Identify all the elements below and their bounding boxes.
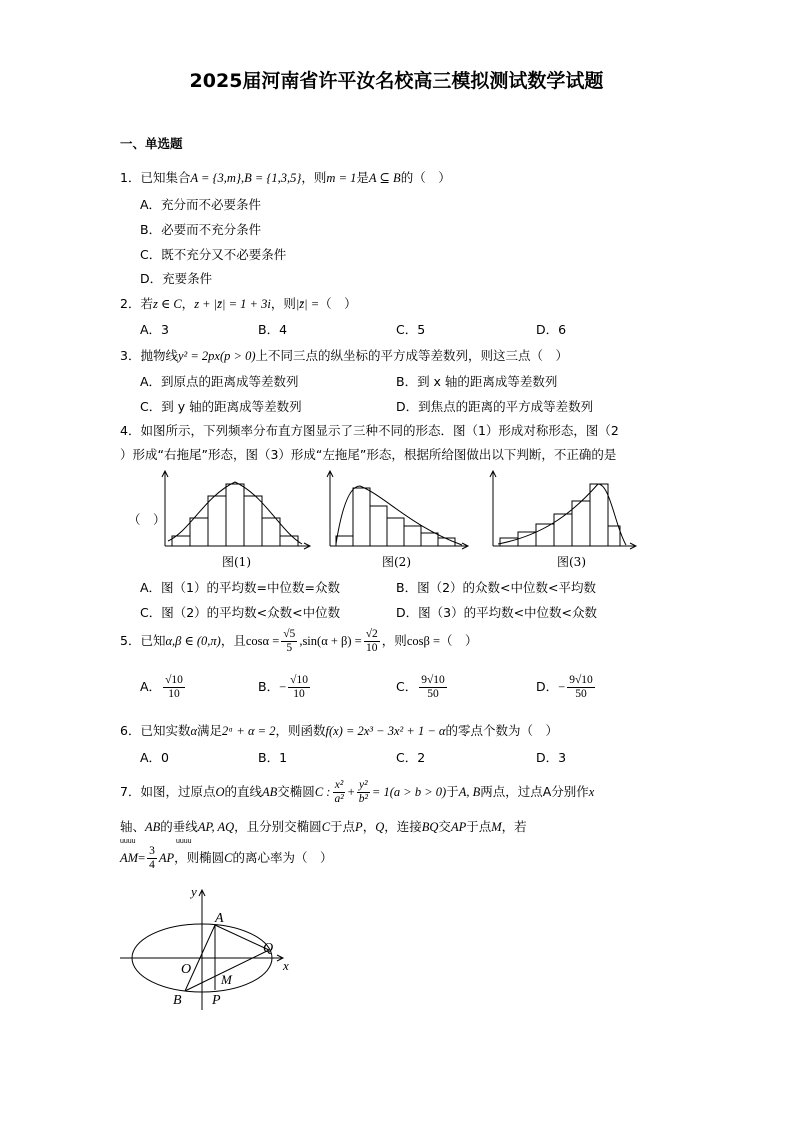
q2-option-a: A．3 bbox=[140, 322, 170, 337]
q5-pre: 5．已知 bbox=[120, 633, 166, 648]
q7-plus: + bbox=[347, 785, 355, 799]
q3-pre: 3．抛物线 bbox=[120, 348, 178, 363]
q7-a2: a² bbox=[334, 793, 344, 805]
q5-option-c-num: 9√10 bbox=[421, 674, 445, 686]
q1-cond: m = 1 bbox=[326, 171, 357, 185]
q5-frac-1-den: 5 bbox=[286, 642, 293, 654]
q6-mid: 满足 bbox=[197, 723, 223, 738]
q3-post: 上不同三点的纵坐标的平方成等差数列，则这三点（ ） bbox=[255, 348, 569, 363]
q2-mid: ，则 bbox=[270, 296, 296, 311]
q7-line2a: 轴、 bbox=[120, 819, 146, 834]
q2-ask: |z̄| = bbox=[295, 297, 320, 311]
q5-option-d bbox=[536, 674, 597, 701]
q7-ap2: AP bbox=[158, 851, 175, 865]
q1-option-d: D．充要条件 bbox=[140, 271, 213, 286]
q2-zc: z ∈ C bbox=[152, 297, 182, 311]
q7-b2: b² bbox=[358, 793, 368, 805]
q7-pre: 7．如图，过原点 bbox=[120, 784, 216, 799]
q7-mid: 的直线 bbox=[224, 784, 263, 799]
figure-2-caption: 图(2) bbox=[382, 555, 411, 569]
q5-post: （ ） bbox=[440, 633, 478, 648]
q7-p: P bbox=[355, 820, 363, 834]
ellipse-figure bbox=[115, 880, 305, 1015]
page-title: 2025届河南省许平汝名校高三模拟测试数学试题 bbox=[189, 70, 604, 92]
q6-mid2: ，则函数 bbox=[275, 723, 326, 738]
q7-frac-y bbox=[357, 779, 370, 806]
q7-f-den: 4 bbox=[149, 859, 155, 871]
q4-paren: （ ） bbox=[128, 512, 166, 527]
q4-line2: ）形成“右拖尾”形态，图（3）形成“左拖尾”形态，根据所给图做出以下判断，不正确的是 bbox=[120, 447, 617, 462]
histogram-3 bbox=[490, 471, 636, 549]
q2-option-b: B．4 bbox=[258, 322, 288, 337]
label-o: O bbox=[181, 962, 192, 977]
q1-setB: B = {1,3,5} bbox=[244, 171, 302, 185]
q5-mid2: ，则 bbox=[381, 633, 407, 648]
q1-mid: ，则 bbox=[301, 170, 327, 185]
label-p: P bbox=[212, 993, 221, 1008]
label-q: Q bbox=[263, 941, 274, 956]
q3-option-d: D．到焦点的距离的平方成等差数列 bbox=[396, 399, 594, 414]
q7-f-num: 3 bbox=[149, 845, 155, 857]
q2-comma: ， bbox=[181, 296, 195, 311]
q7-c3: C bbox=[224, 851, 233, 865]
q5-option-d-frac bbox=[567, 674, 595, 701]
label-x: x bbox=[283, 958, 289, 973]
q7-c: C : bbox=[314, 785, 331, 799]
q5-sin-ab: ,sin(α + β) = bbox=[299, 634, 362, 648]
section-heading: 一、单选题 bbox=[120, 136, 183, 151]
q5-option-a-frac bbox=[163, 674, 185, 701]
line-aq bbox=[215, 925, 269, 950]
q7-ap: AP bbox=[450, 820, 467, 834]
q7-x2: x² bbox=[334, 779, 344, 791]
q3-option-c: C．到 y 轴的距离成等差数列 bbox=[140, 399, 302, 414]
q5-option-b-num: √10 bbox=[290, 674, 308, 686]
q7-line3: ，则椭圆 bbox=[174, 850, 225, 865]
q5-frac-2-num: √2 bbox=[365, 628, 378, 640]
q7-line2g: 交 bbox=[438, 819, 451, 834]
label-y: y bbox=[191, 884, 197, 899]
q7-vec-mark-2: uuuu bbox=[176, 838, 192, 845]
q2-post: （ ） bbox=[319, 296, 357, 311]
q5-option-b-sign: − bbox=[279, 680, 287, 694]
figure-1-caption: 图(1) bbox=[222, 555, 251, 569]
q3-option-b: B．到 x 轴的距离成等差数列 bbox=[396, 374, 558, 389]
question-1 bbox=[120, 168, 451, 186]
q4-option-d: D．图（3）的平均数<中位数<众数 bbox=[396, 605, 598, 620]
q7-bq: BQ bbox=[421, 820, 439, 834]
question-7-line-3 bbox=[120, 845, 333, 872]
label-b: B bbox=[173, 993, 182, 1008]
q5-range: α,β ∈ (0,π) bbox=[165, 634, 221, 648]
q5-option-b-label: B． bbox=[258, 679, 280, 694]
q6-option-b: B．1 bbox=[258, 750, 288, 765]
q5-mid: ，且 bbox=[220, 633, 246, 648]
q5-frac-2-den: 10 bbox=[366, 642, 378, 654]
q5-option-d-num: 9√10 bbox=[569, 674, 593, 686]
q7-line2e: ， bbox=[362, 819, 376, 834]
q7-line2b: 的垂线 bbox=[160, 819, 198, 834]
q5-option-a-label: A． bbox=[140, 679, 162, 694]
q7-am: AM bbox=[120, 851, 139, 865]
q5-option-d-den: 50 bbox=[575, 688, 587, 700]
label-a: A bbox=[215, 911, 224, 926]
q4-option-c: C．图（2）的平均数<众数<中位数 bbox=[140, 605, 341, 620]
q7-q: Q bbox=[375, 820, 385, 834]
figure-3-caption: 图(3) bbox=[557, 555, 586, 569]
q1-option-c: C．既不充分又不必要条件 bbox=[140, 247, 287, 262]
q5-option-b-frac bbox=[288, 674, 310, 701]
histogram-1 bbox=[162, 471, 310, 549]
q5-cos-a: cosα = bbox=[245, 634, 280, 648]
q7-line2i: ，若 bbox=[501, 819, 527, 834]
q4-option-a: A．图（1）的平均数=中位数=众数 bbox=[140, 580, 340, 595]
q3-option-a: A．到原点的距离成等差数列 bbox=[140, 374, 299, 389]
q7-vec-mark-1: uuuu bbox=[120, 838, 136, 845]
q7-mid4: 两点，过点A分别作 bbox=[480, 784, 589, 799]
q2-option-d: D．6 bbox=[536, 322, 567, 337]
q7-mid2: 交椭圆 bbox=[277, 784, 315, 799]
q5-option-d-sign: − bbox=[558, 680, 566, 694]
q6-alpha: α bbox=[190, 724, 198, 738]
q7-apaq: AP, AQ bbox=[197, 820, 235, 834]
q7-x: x bbox=[588, 785, 595, 799]
q1-pre: 1．已知集合 bbox=[120, 170, 191, 185]
histogram-2 bbox=[327, 471, 468, 549]
q6-option-d: D．3 bbox=[536, 750, 567, 765]
q5-option-c bbox=[396, 674, 449, 701]
q2-eq: z + |z̄| = 1 + 3i bbox=[194, 297, 271, 311]
question-3 bbox=[120, 346, 568, 364]
q2-option-c: C．5 bbox=[396, 322, 426, 337]
q2-pre: 2．若 bbox=[120, 296, 153, 311]
q7-ab2: A, B bbox=[458, 785, 481, 799]
q5-option-c-den: 50 bbox=[427, 688, 439, 700]
q1-option-a: A．充分而不必要条件 bbox=[140, 197, 262, 212]
q7-line2c: ，且分别交椭圆 bbox=[234, 819, 322, 834]
q5-option-a-num: √10 bbox=[165, 674, 183, 686]
q5-option-a-den: 10 bbox=[168, 688, 180, 700]
question-6 bbox=[120, 721, 558, 739]
question-2 bbox=[120, 294, 357, 312]
q7-o: O bbox=[215, 785, 225, 799]
q7-y2: y² bbox=[359, 779, 368, 791]
q7-m: M bbox=[491, 820, 502, 834]
q7-line2d: 于点 bbox=[330, 819, 356, 834]
q1-sep: , bbox=[240, 171, 245, 185]
question-7-line-1 bbox=[120, 779, 594, 806]
q6-cond: 2ᵅ + α = 2 bbox=[222, 724, 276, 738]
q7-line3b: 的离心率为（ ） bbox=[232, 850, 333, 865]
question-7-line-2 bbox=[120, 817, 527, 835]
question-5 bbox=[120, 628, 478, 655]
q6-func: f(x) = 2x³ − 3x² + 1 − α bbox=[325, 724, 446, 738]
q5-frac-1 bbox=[281, 628, 297, 655]
q7-frac-34 bbox=[147, 845, 157, 872]
q1-post: 的（ ） bbox=[400, 170, 451, 185]
q5-option-d-label: D． bbox=[536, 679, 559, 694]
q1-option-b: B．必要而不充分条件 bbox=[140, 222, 262, 237]
q6-option-a: A．0 bbox=[140, 750, 170, 765]
q7-c2: C bbox=[321, 820, 331, 834]
q7-eq: = bbox=[138, 851, 146, 865]
q1-setA: A = {3,m} bbox=[190, 171, 241, 185]
q7-mid3: 于 bbox=[446, 784, 459, 799]
q1-mid2: 是 bbox=[356, 170, 369, 185]
q4-line1: 4．如图所示，下列频率分布直方图显示了三种不同的形态．图（1）形成对称形态，图（2 bbox=[120, 423, 619, 438]
q5-frac-1-num: √5 bbox=[283, 628, 296, 640]
q5-option-c-label: C． bbox=[396, 679, 418, 694]
q5-option-b-den: 10 bbox=[293, 688, 305, 700]
q5-frac-2 bbox=[364, 628, 380, 655]
q7-line2h: 于点 bbox=[466, 819, 492, 834]
q3-eq: y² = 2px(p > 0) bbox=[177, 349, 256, 363]
q5-option-a bbox=[140, 674, 187, 701]
q6-pre: 6．已知实数 bbox=[120, 723, 191, 738]
q5-cos-b: cosβ = bbox=[406, 634, 441, 648]
q1-subset: A ⊆ B bbox=[368, 171, 401, 185]
q7-ab3: AB bbox=[145, 820, 161, 834]
q7-frac-x bbox=[332, 779, 345, 806]
q4-option-b: B．图（2）的众数<中位数<平均数 bbox=[396, 580, 596, 595]
q7-line2f: ，连接 bbox=[384, 819, 422, 834]
q6-post: 的零点个数为（ ） bbox=[445, 723, 558, 738]
q5-option-c-frac bbox=[419, 674, 447, 701]
q5-option-b bbox=[258, 674, 312, 701]
label-m: M bbox=[221, 972, 232, 987]
q7-rest: = 1(a > b > 0) bbox=[371, 785, 447, 799]
q6-option-c: C．2 bbox=[396, 750, 426, 765]
q7-ab: AB bbox=[262, 785, 278, 799]
